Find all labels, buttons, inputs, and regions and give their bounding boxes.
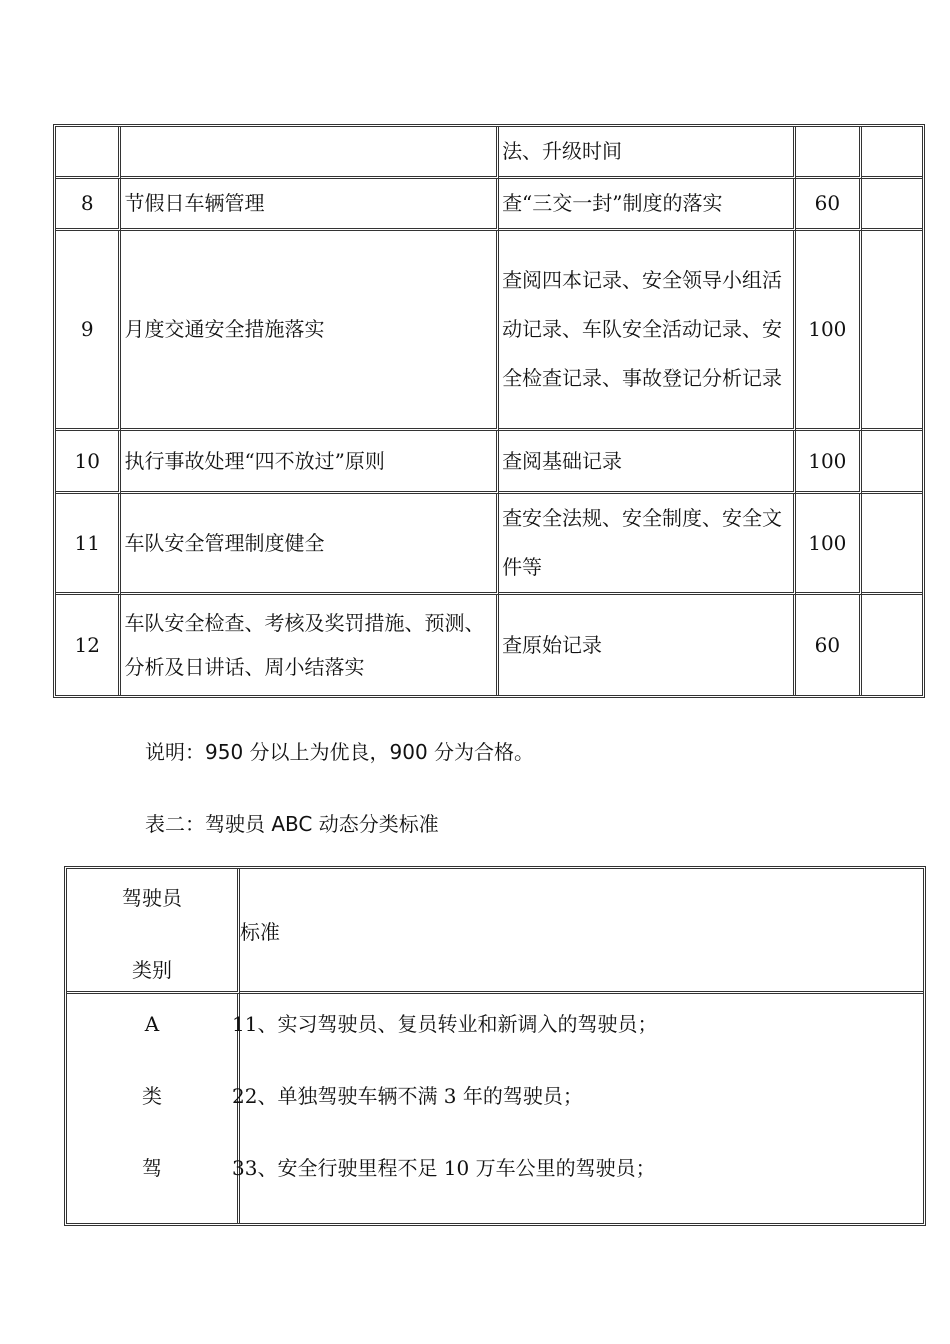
row-number: 9 — [56, 231, 121, 431]
category-line: A — [144, 1012, 160, 1036]
driver-classification-table — [64, 866, 926, 1226]
assessment-table — [53, 124, 925, 698]
table-row — [56, 595, 922, 695]
header-category-line2: 类别 — [132, 958, 172, 982]
score-note: 说明：950 分以上为优良，900 分为合格。 — [145, 740, 535, 764]
row-blank — [862, 231, 922, 431]
table-row — [56, 231, 922, 431]
row-blank — [862, 595, 922, 695]
row-number — [56, 127, 121, 179]
row-score: 100 — [796, 431, 861, 494]
row-score — [796, 127, 861, 179]
row-score: 60 — [796, 595, 861, 695]
criteria-item: 33、安全行驶里程不足 10 万车公里的驾驶员； — [232, 1156, 656, 1180]
row-method: 查阅四本记录、安全领导小组活动记录、车队安全活动记录、安全检查记录、事故登记分析记录 — [499, 231, 796, 431]
category-cell — [67, 994, 240, 1223]
header-standard-cell — [240, 869, 923, 994]
row-blank — [862, 179, 922, 231]
row-method: 查阅基础记录 — [499, 431, 796, 494]
row-method: 查安全法规、安全制度、安全文件等 — [499, 494, 796, 595]
row-number: 8 — [56, 179, 121, 231]
table-row — [56, 179, 922, 231]
row-score: 60 — [796, 179, 861, 231]
table-header-row — [67, 869, 923, 994]
row-item: 节假日车辆管理 — [121, 179, 499, 231]
row-item: 车队安全管理制度健全 — [121, 494, 499, 595]
category-line: 类 — [142, 1084, 162, 1108]
header-category-line1: 驾驶员 — [122, 886, 182, 910]
criteria-cell — [232, 994, 923, 1223]
category-line: 驾 — [142, 1156, 162, 1180]
row-score: 100 — [796, 494, 861, 595]
row-number: 10 — [56, 431, 121, 494]
table-row — [56, 127, 922, 179]
row-number: 11 — [56, 494, 121, 595]
header-category-cell — [67, 869, 240, 994]
table2-caption: 表二：驾驶员 ABC 动态分类标准 — [145, 812, 439, 836]
row-method: 查原始记录 — [499, 595, 796, 695]
table-row — [56, 431, 922, 494]
row-item: 执行事故处理“四不放过”原则 — [121, 431, 499, 494]
row-score: 100 — [796, 231, 861, 431]
row-item: 车队安全检查、考核及奖罚措施、预测、分析及日讲话、周小结落实 — [121, 595, 499, 695]
row-blank — [862, 431, 922, 494]
criteria-item: 11、实习驾驶员、复员转业和新调入的驾驶员； — [232, 1012, 658, 1036]
row-number: 12 — [56, 595, 121, 695]
row-item: 月度交通安全措施落实 — [121, 231, 499, 431]
row-method: 法、升级时间 — [499, 127, 796, 179]
row-blank — [862, 494, 922, 595]
row-method: 查“三交一封”制度的落实 — [499, 179, 796, 231]
table-row — [56, 494, 922, 595]
table-row — [67, 994, 923, 1223]
header-standard-label: 标准 — [240, 919, 280, 944]
row-blank — [862, 127, 922, 179]
row-item — [121, 127, 499, 179]
criteria-item: 22、单独驾驶车辆不满 3 年的驾驶员； — [232, 1084, 583, 1108]
